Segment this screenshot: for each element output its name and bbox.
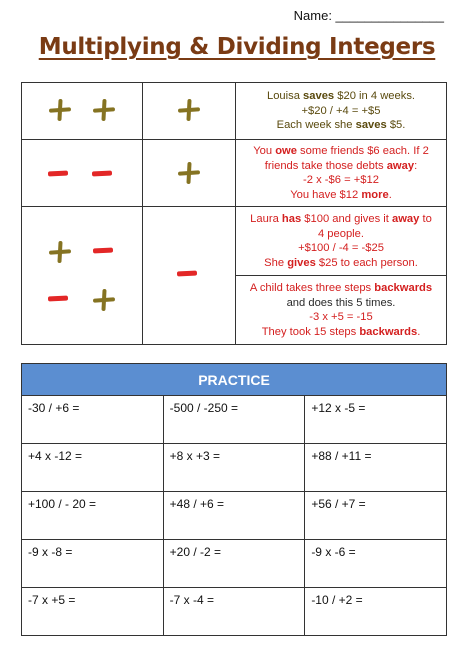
rule-3-example-b bbox=[236, 276, 447, 345]
practice-problem: +8 x +3 = bbox=[163, 444, 305, 492]
example-text: gives bbox=[287, 256, 316, 269]
practice-problem: -9 x -8 = bbox=[22, 540, 164, 588]
example-text: $5. bbox=[386, 119, 406, 132]
example-line bbox=[240, 173, 442, 188]
practice-problem: +4 x -12 = bbox=[22, 444, 164, 492]
minus-sign-icon bbox=[93, 247, 113, 253]
example-line bbox=[240, 89, 442, 104]
practice-problem: +100 / - 20 = bbox=[22, 492, 164, 540]
example-text: owe bbox=[275, 145, 297, 157]
minus-sign-icon bbox=[48, 170, 68, 176]
example-text: backwards bbox=[359, 325, 418, 338]
example-text: : bbox=[414, 159, 418, 172]
practice-heading: PRACTICE bbox=[22, 364, 447, 396]
example-text: 4 people. bbox=[317, 227, 365, 240]
plus-sign-icon bbox=[49, 241, 71, 263]
example-text: +$20 / +4 = +$5 bbox=[301, 104, 381, 117]
example-text: away bbox=[386, 159, 415, 172]
rule-3-result-sign bbox=[143, 207, 236, 345]
rule-1-factor-signs bbox=[22, 83, 143, 140]
rule-row-3 bbox=[22, 207, 447, 276]
example-line bbox=[240, 159, 442, 174]
example-line bbox=[240, 281, 442, 296]
rule-3-example-a bbox=[236, 207, 447, 276]
practice-problem: -9 x -6 = bbox=[305, 540, 447, 588]
example-line bbox=[240, 325, 442, 340]
example-text: away bbox=[392, 213, 420, 225]
rule-row-1 bbox=[22, 83, 447, 140]
example-text: Each week she bbox=[276, 119, 356, 132]
plus-sign-icon bbox=[178, 162, 200, 184]
practice-row bbox=[22, 540, 447, 588]
example-text: -3 x +5 = -15 bbox=[309, 311, 373, 323]
example-text: has bbox=[281, 213, 302, 225]
practice-problem: -10 / +2 = bbox=[305, 588, 447, 636]
practice-problem: +20 / -2 = bbox=[163, 540, 305, 588]
practice-problem: +88 / +11 = bbox=[305, 444, 447, 492]
rule-3-factor-signs bbox=[22, 207, 143, 345]
worksheet-title: Multiplying & Dividing Integers bbox=[38, 34, 436, 60]
example-text: They took 15 steps bbox=[261, 325, 360, 338]
example-text: -2 x -$6 = +$12 bbox=[303, 174, 379, 186]
example-line bbox=[240, 144, 442, 159]
example-line bbox=[240, 104, 442, 119]
plus-sign-icon bbox=[178, 99, 200, 121]
minus-sign-icon bbox=[177, 270, 197, 276]
practice-table bbox=[21, 363, 447, 636]
example-line bbox=[240, 118, 442, 133]
example-line bbox=[240, 256, 442, 271]
example-text: Laura bbox=[250, 213, 282, 225]
example-text: $100 and gives it bbox=[301, 213, 392, 225]
practice-problem: -7 x +5 = bbox=[22, 588, 164, 636]
example-text: She bbox=[264, 256, 288, 269]
example-text: more bbox=[361, 188, 389, 201]
example-text: . bbox=[417, 325, 421, 338]
example-text: friends take those debts bbox=[264, 159, 387, 172]
practice-problem: -30 / +6 = bbox=[22, 396, 164, 444]
rule-1-result-sign bbox=[143, 83, 236, 140]
rule-row-2 bbox=[22, 140, 447, 207]
example-line bbox=[240, 188, 442, 203]
example-text: You have $12 bbox=[290, 188, 362, 201]
example-text: backwards bbox=[374, 282, 433, 294]
rule-1-example bbox=[236, 83, 447, 140]
practice-problem: +56 / +7 = bbox=[305, 492, 447, 540]
plus-sign-icon bbox=[49, 99, 71, 121]
example-text: +$100 / -4 = -$25 bbox=[298, 242, 384, 254]
example-text: to bbox=[419, 213, 432, 225]
example-line bbox=[240, 241, 442, 256]
plus-sign-icon bbox=[93, 289, 115, 311]
example-line bbox=[240, 212, 442, 227]
practice-problem: +48 / +6 = bbox=[163, 492, 305, 540]
sign-rules-table bbox=[21, 82, 447, 345]
example-text: Louisa bbox=[266, 90, 304, 103]
example-text: A child takes three steps bbox=[249, 282, 375, 294]
example-text: $20 in 4 weeks. bbox=[334, 90, 416, 103]
practice-row bbox=[22, 492, 447, 540]
example-line bbox=[240, 296, 442, 311]
example-text: $25 to each person. bbox=[315, 256, 418, 269]
rule-2-example bbox=[236, 140, 447, 207]
name-field-label: Name: _______________ bbox=[293, 8, 444, 23]
practice-row bbox=[22, 444, 447, 492]
practice-row bbox=[22, 396, 447, 444]
example-text: saves bbox=[303, 90, 335, 103]
example-line bbox=[240, 310, 442, 325]
example-text: . bbox=[388, 188, 392, 201]
example-line bbox=[240, 227, 442, 242]
rule-2-factor-signs bbox=[22, 140, 143, 207]
example-text: and does this 5 times. bbox=[286, 296, 396, 309]
practice-row bbox=[22, 588, 447, 636]
practice-problem: -7 x -4 = bbox=[163, 588, 305, 636]
example-text: You bbox=[253, 145, 276, 157]
rule-2-result-sign bbox=[143, 140, 236, 207]
plus-sign-icon bbox=[93, 99, 115, 121]
minus-sign-icon bbox=[48, 295, 68, 301]
example-text: saves bbox=[355, 119, 387, 132]
practice-problem: -500 / -250 = bbox=[163, 396, 305, 444]
example-text: some friends $6 each. If 2 bbox=[296, 145, 429, 157]
practice-problem: +12 x -5 = bbox=[305, 396, 447, 444]
minus-sign-icon bbox=[92, 170, 112, 176]
